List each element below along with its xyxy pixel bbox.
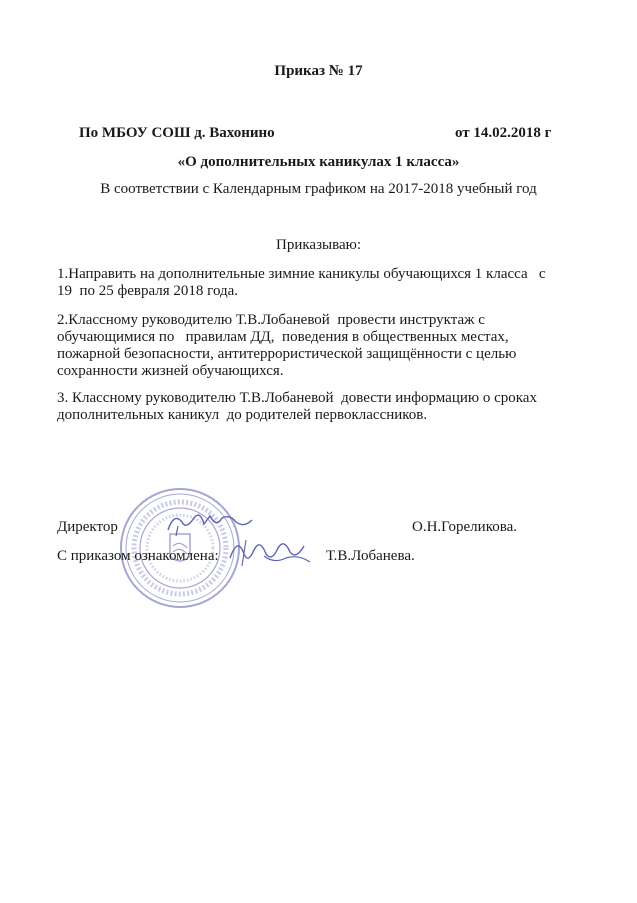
order-item-3: 3. Классному руководителю Т.В.Лобаневой довести информацию о сроках дополнительных каникул до родителей первоклассников. [57,390,537,423]
order-item-1: 1.Направить на дополнительные зимние каникулы обучающихся 1 класса с 19 по 25 февраля 2018 года. [57,266,546,299]
teacher-name: Т.В.Лобанева. [326,548,415,564]
order-item-2: 2.Классному руководителю Т.В.Лобаневой провести инструктаж с обучающимися по правилам ДД, поведения в общественных местах, пожарной безопасности, антитеррористической защищённости с целью сохранности жизней обучающихся. [57,312,517,379]
teacher-signature-icon [224,528,316,570]
document-title: Приказ № 17 [274,63,363,79]
director-label: Директор [57,519,118,535]
order-basis: В соответствии с Календарным графиком на 2017-2018 учебный год [100,181,537,197]
order-date: от 14.02.2018 г [455,125,552,141]
order-heading: Приказываю: [276,237,361,253]
director-name: О.Н.Гореликова. [412,519,518,535]
acknowledgement-label: С приказом ознакомлена: [57,548,219,564]
order-subject: «О дополнительных каникулах 1 класса» [177,154,460,170]
school-name: По МБОУ СОШ д. Вахонино [79,125,275,141]
